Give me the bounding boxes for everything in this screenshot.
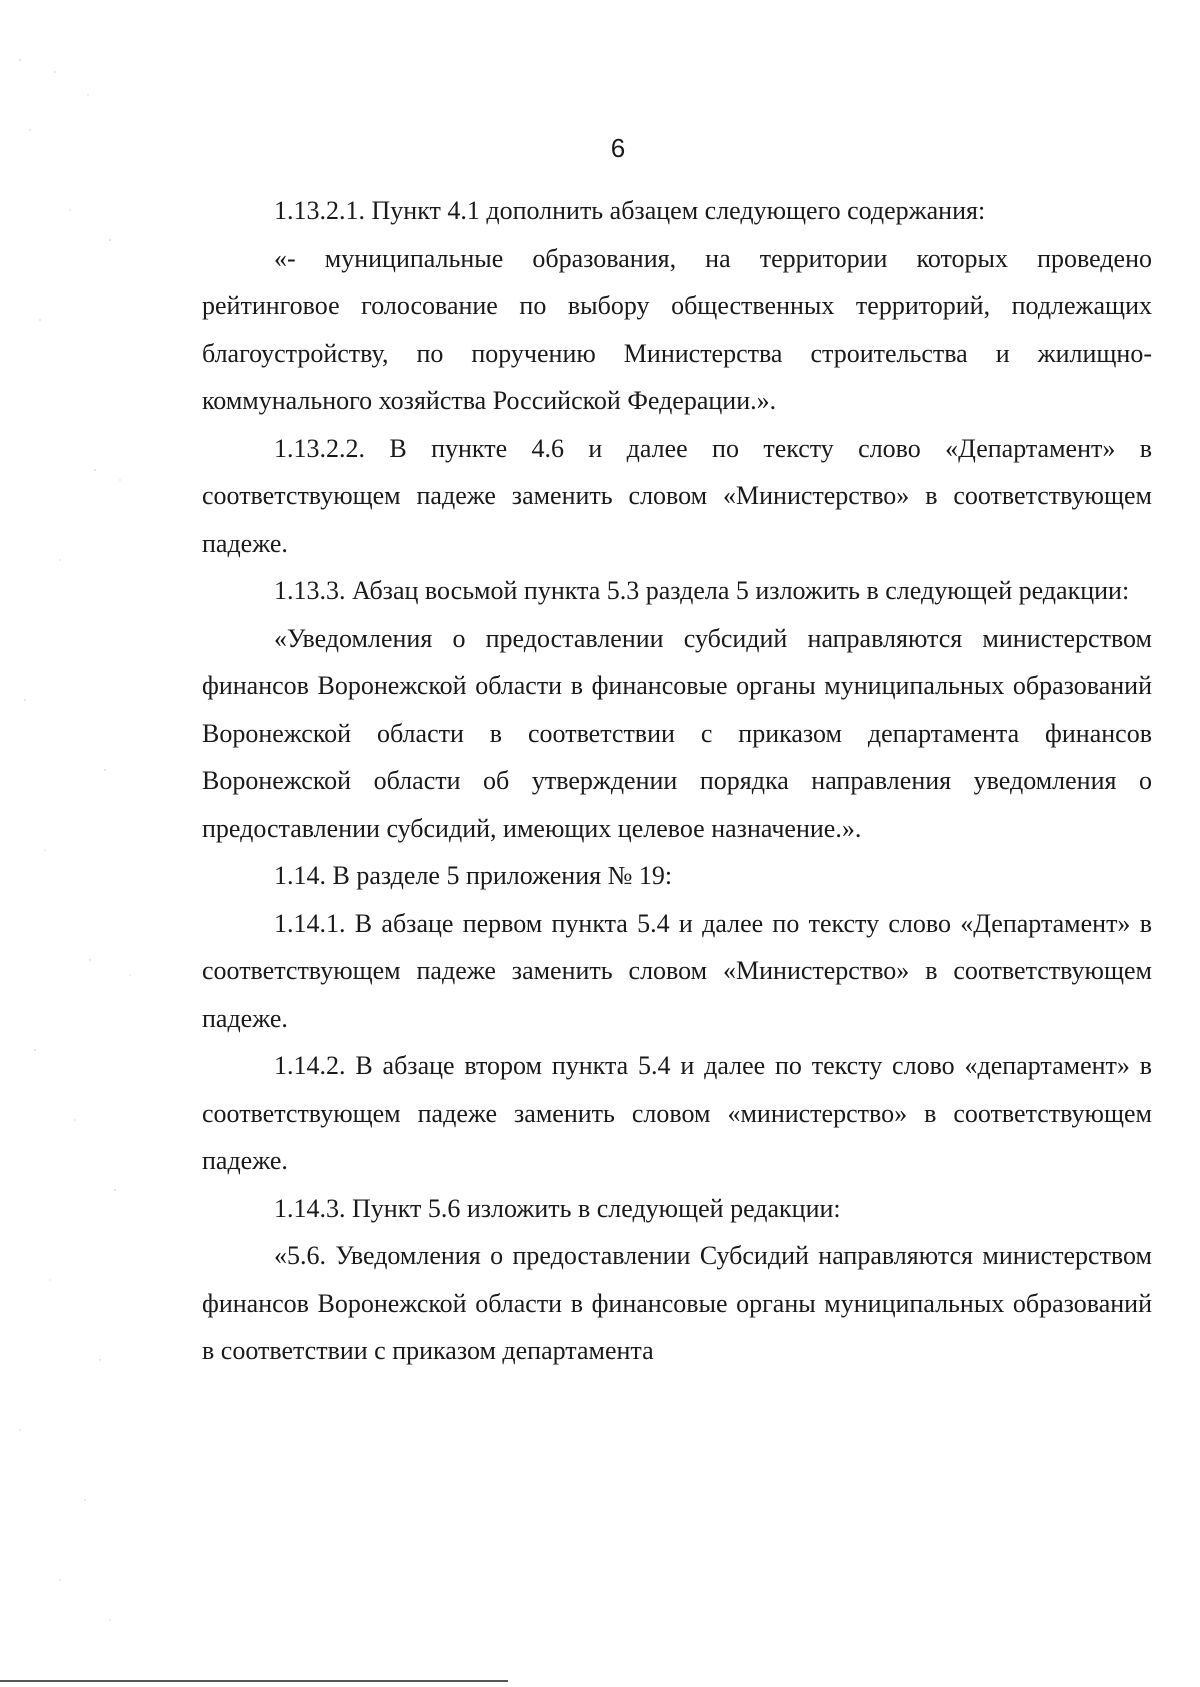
paragraph-1-14: 1.14. В разделе 5 приложения № 19: (274, 861, 673, 890)
paragraph-quote-notifications: «Уведомления о предоставлении субсидий направляются министерством финансов Воронежской области в финансовые органы муниципальных образований Воронежской области в соответствии с приказом департамента финансов Воронежской области об утверждении порядка направления уведомления о предоставлении субсидий, имеющих целевое назначение.». (202, 623, 1152, 843)
paragraph-1-13-2-2: 1.13.2.2. В пункте 4.6 и далее по тексту слово «Департамент» в соответствующем падеже заменить словом «Министерство» в соответствующем падеже. (202, 433, 1152, 558)
bottom-edge-line (0, 1680, 508, 1682)
paragraph-1-14-2: 1.14.2. В абзаце втором пункта 5.4 и далее по тексту слово «департамент» в соответствующем падеже заменить словом «министерство» в соответствующем падеже. (202, 1051, 1152, 1175)
paragraph-1-14-3: 1.14.3. Пункт 5.6 изложить в следующей редакции: (274, 1193, 841, 1223)
scan-noise-specks (0, 0, 160, 1687)
page-number: 6 (610, 133, 626, 163)
paragraph-1-13-3: 1.13.3. Абзац восьмой пункта 5.3 раздела 5 изложить в следующей редакции: (274, 576, 1130, 605)
paragraph-1-13-2-1: 1.13.2.1. Пункт 4.1 дополнить абзацем следующего содержания: (274, 196, 986, 225)
paragraph-1-14-1: 1.14.1. В абзаце первом пункта 5.4 и далее по тексту слово «Департамент» в соответствующем падеже заменить словом «Министерство» в соответствующем падеже. (202, 908, 1152, 1033)
paragraph-quote-municipal: «- муниципальные образования, на территории которых проведено рейтинговое голосование по выбору общественных территорий, подлежащих благоустройству, по поручению Министерства строительства и жилищно-коммунального хозяйства Российской Федерации.». (202, 243, 1152, 415)
paragraph-quote-5-6: «5.6. Уведомления о предоставлении Субсидий направляются министерством финансов Воронежской области в финансовые органы муниципальных образований в соответствии с приказом департамента (202, 1241, 1152, 1365)
document-body (202, 187, 1152, 1375)
